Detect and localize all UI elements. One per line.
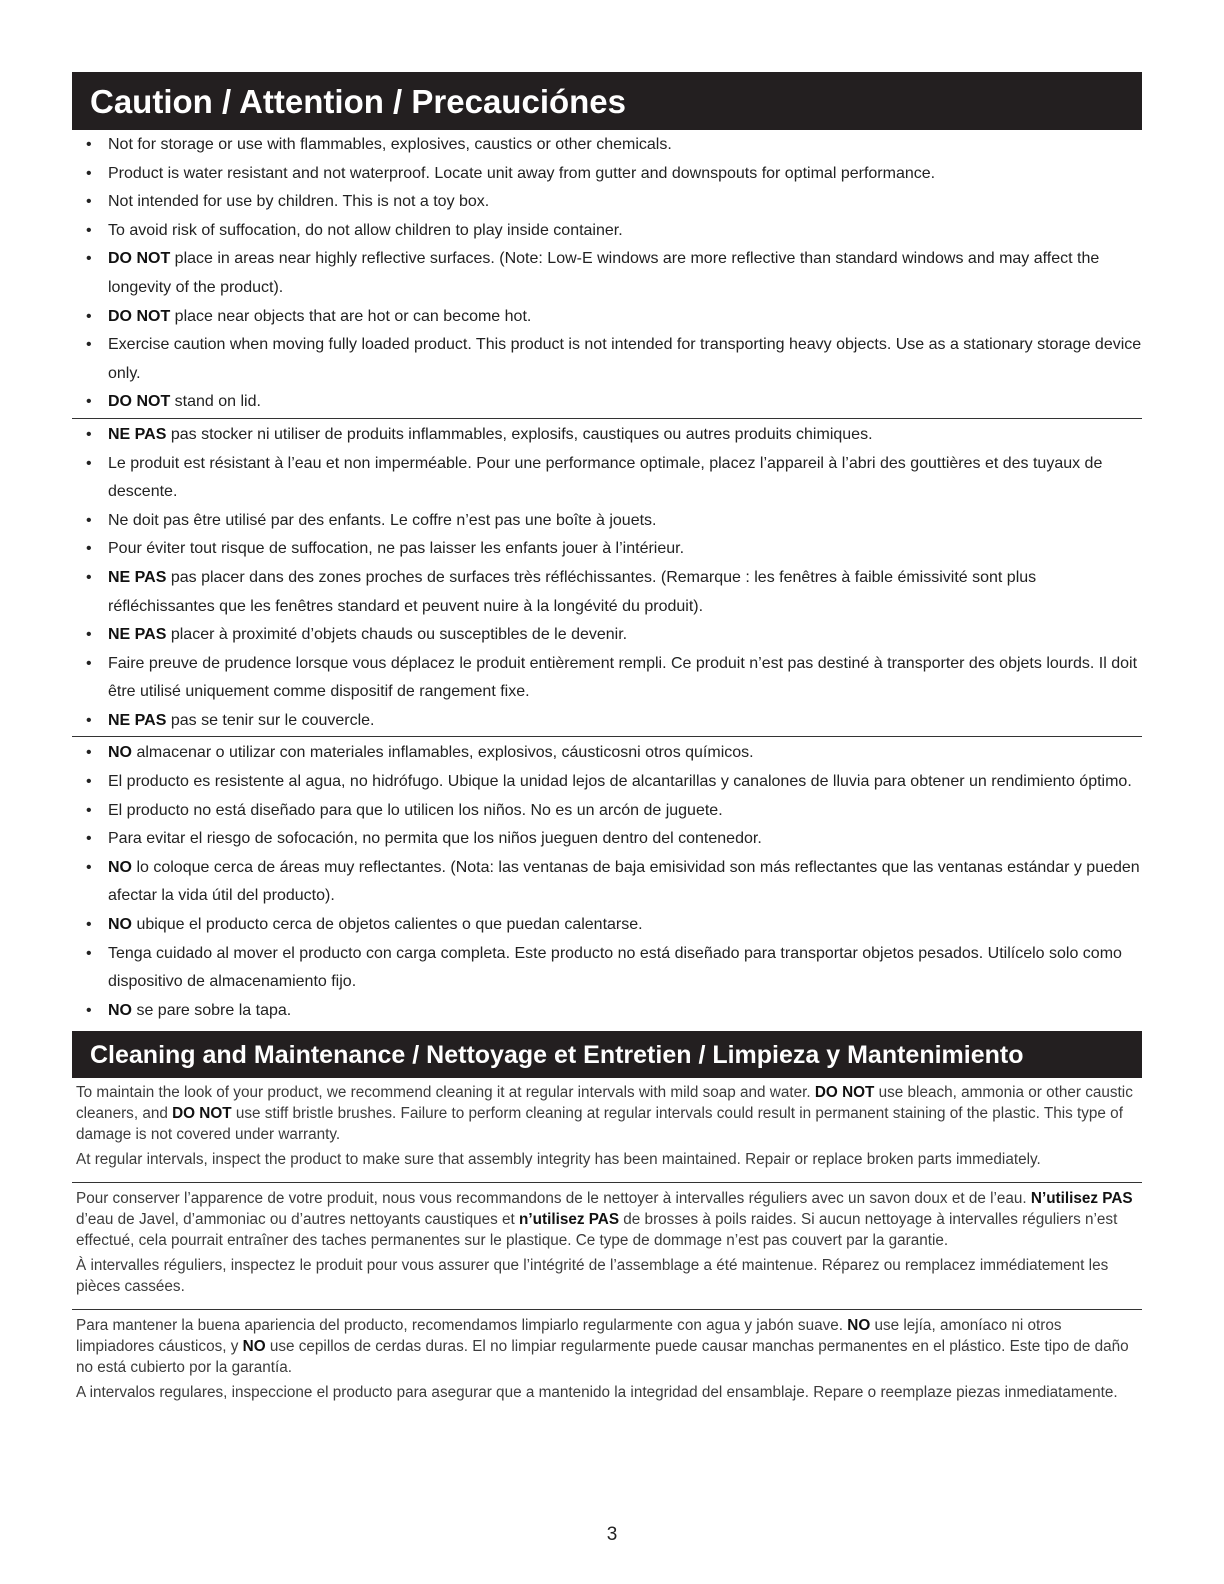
item-text: stand on lid. — [170, 393, 261, 411]
caution-item — [72, 940, 1142, 997]
page-number: 3 — [606, 1524, 618, 1545]
item-text: Exercise caution when moving fully loaded product. This product is not intended for transporting heavy objects. Use as a stationary storage device only. — [108, 336, 1142, 382]
emphasis-keyword: DO NOT — [814, 1084, 875, 1102]
item-text: Pour éviter tout risque de suffocation, ne pas laisser les enfants jouer à l’intérieur. — [108, 540, 685, 558]
item-text: lo coloque cerca de áreas muy reflectantes. (Nota: las ventanas de baja emisividad son más reflectantes que las ventanas estándar y pueden afectar la vida útil del producto). — [108, 858, 1140, 905]
caution-item — [72, 707, 1142, 736]
caution-english-list — [72, 131, 1142, 417]
item-text: place in areas near highly reflective surfaces. (Note: Low-E windows are more reflective than standard windows and may affect the longevity of the product). — [108, 250, 1100, 296]
emphasis-keyword: NE PAS — [108, 711, 167, 729]
caution-item — [72, 650, 1142, 707]
emphasis-keyword: N’utilisez PAS — [1030, 1190, 1133, 1208]
caution-item — [72, 825, 1142, 854]
caution-item — [72, 188, 1142, 217]
cleaning-english — [72, 1078, 1142, 1182]
caution-english-group — [72, 130, 1142, 419]
caution-item — [72, 854, 1142, 911]
cleaning-french-paragraph-2: À intervalles réguliers, inspectez le produit pour vous assurer que l’intégrité de l’assemblage a été maintenue. Réparez ou remplacez immédiatement les pièces cassées. — [76, 1257, 1109, 1296]
caution-french-group — [72, 419, 1142, 738]
caution-item — [72, 507, 1142, 536]
emphasis-keyword: DO NOT — [108, 307, 171, 325]
paragraph-text: Para mantener la buena apariencia del producto, recomendamos limpiarlo regularmente con agua y jabón suave. — [76, 1317, 848, 1335]
caution-item — [72, 217, 1142, 246]
caution-spanish-group — [72, 737, 1142, 1026]
item-text: ubique el producto cerca de objetos calientes o que puedan calentarse. — [132, 916, 643, 934]
caution-item — [72, 997, 1142, 1026]
cleaning-spanish-paragraph-1 — [76, 1315, 1138, 1378]
caution-item — [72, 739, 1142, 768]
caution-heading: Caution / Attention / Precauciónes — [72, 72, 1142, 130]
paragraph-text: use stiff bristle brushes. Failure to perform cleaning at regular intervals could result in permanent staining of the plastic. This type of damage is not covered under warranty. — [76, 1105, 1123, 1144]
item-text: Faire preuve de prudence lorsque vous déplacez le produit entièrement rempli. Ce produit n’est pas destiné à transporter des objets lourds. Il doit être utilisé uniquement comme dispositif de rangement fixe. — [108, 654, 1138, 701]
emphasis-keyword: DO NOT — [172, 1105, 232, 1123]
item-text: Not for storage or use with flammables, explosives, caustics or other chemicals. — [108, 136, 672, 153]
emphasis-keyword: NO — [108, 916, 132, 934]
item-text: Product is water resistant and not waterproof. Locate unit away from gutter and downspouts for optimal performance. — [108, 164, 936, 182]
emphasis-keyword: NO — [108, 1001, 132, 1019]
item-text: pas se tenir sur le couvercle. — [166, 711, 375, 729]
item-text: Tenga cuidado al mover el producto con carga completa. Este producto no está diseñado para transportar objetos pesados. Utilícelo solo como dispositivo de almacenamiento fijo. — [108, 944, 1122, 991]
item-text: El producto es resistente al agua, no hidrófugo. Ubique la unidad lejos de alcantarillas y canalones de lluvia para obtener un rendimiento óptimo. — [108, 773, 1132, 791]
item-text: se pare sobre la tapa. — [132, 1001, 292, 1019]
paragraph-text: use bleach, ammonia or other caustic cleaners, and — [76, 1084, 1133, 1123]
caution-item — [72, 621, 1142, 650]
caution-item — [72, 797, 1142, 826]
caution-item — [72, 450, 1142, 507]
item-text: El producto no está diseñado para que lo utilicen los niños. No es un arcón de juguete. — [108, 801, 723, 819]
emphasis-keyword: NE PAS — [108, 626, 167, 644]
cleaning-heading: Cleaning and Maintenance / Nettoyage et Entretien / Limpieza y Mantenimiento — [72, 1031, 1142, 1078]
emphasis-keyword: DO NOT — [108, 250, 171, 268]
cleaning-french-paragraph-1 — [76, 1188, 1138, 1251]
cleaning-spanish-paragraph-2: A intervalos regulares, inspeccione el producto para asegurar que a mantenido la integridad del ensamblaje. Repare o reemplaze piezas inmediatamente. — [76, 1384, 1118, 1402]
paragraph-text: use lejía, amoníaco ni otros limpiadores cáusticos, y — [76, 1317, 1062, 1356]
cleaning-english-paragraph-1 — [76, 1082, 1138, 1145]
caution-item — [72, 245, 1142, 302]
caution-item — [72, 303, 1142, 332]
cleaning-english-paragraph-2: At regular intervals, inspect the product to make sure that assembly integrity has been maintained. Repair or replace broken parts immediately. — [76, 1151, 1041, 1169]
paragraph-text: Pour conserver l’apparence de votre produit, nous vous recommandons de le nettoyer à intervalles réguliers avec un savon doux et de l’eau. — [76, 1190, 1031, 1208]
item-text: placer à proximité d’objets chauds ou susceptibles de le devenir. — [166, 626, 628, 644]
item-text: almacenar o utilizar con materiales inflamables, explosivos, cáusticosni otros químicos. — [132, 744, 754, 762]
emphasis-keyword: NO — [108, 744, 132, 762]
caution-item — [72, 768, 1142, 797]
caution-item — [72, 131, 1142, 160]
caution-item — [72, 388, 1142, 417]
emphasis-keyword: NO — [108, 858, 132, 876]
caution-item — [72, 160, 1142, 189]
emphasis-keyword: NE PAS — [108, 568, 167, 586]
caution-item — [72, 911, 1142, 940]
caution-spanish-list — [72, 739, 1142, 1025]
manual-page — [72, 72, 1142, 1415]
cleaning-spanish — [72, 1309, 1142, 1415]
caution-item — [72, 564, 1142, 621]
paragraph-text: To maintain the look of your product, we recommend cleaning it at regular intervals with mild soap and water. — [76, 1084, 815, 1102]
emphasis-keyword: NE PAS — [108, 425, 167, 443]
caution-french-list — [72, 421, 1142, 736]
paragraph-text: de brosses à poils raides. Si aucun nettoyage à intervalles réguliers n’est effectué, cela pourrait entraîner des taches permanentes sur le plastique. Ce type de dommage n’est pas couvert par la garantie. — [76, 1211, 1118, 1250]
item-text: Le produit est résistant à l’eau et non imperméable. Pour une performance optimale, placez l’appareil à l’abri des gouttières et des tuyaux de descente. — [108, 454, 1103, 501]
caution-item — [72, 421, 1142, 450]
caution-item — [72, 331, 1142, 388]
emphasis-keyword: NO — [242, 1338, 266, 1356]
emphasis-keyword: n’utilisez PAS — [519, 1211, 620, 1229]
emphasis-keyword: NO — [847, 1317, 871, 1335]
item-text: Para evitar el riesgo de sofocación, no permita que los niños jueguen dentro del contenedor. — [108, 830, 762, 848]
item-text: pas placer dans des zones proches de surfaces très réfléchissantes. (Remarque : les fenêtres à faible émissivité sont plus réfléchissantes que les fenêtres standard et peuvent nuire à la longévité du produit). — [108, 568, 1037, 615]
item-text: To avoid risk of suffocation, do not allow children to play inside container. — [108, 221, 623, 239]
emphasis-keyword: DO NOT — [108, 393, 171, 411]
item-text: Ne doit pas être utilisé par des enfants. Le coffre n’est pas une boîte à jouets. — [108, 511, 657, 529]
paragraph-text: d’eau de Javel, d’ammoniac ou d’autres nettoyants caustiques et — [76, 1211, 520, 1229]
item-text: Not intended for use by children. This is not a toy box. — [108, 193, 490, 211]
caution-item — [72, 535, 1142, 564]
cleaning-french — [72, 1182, 1142, 1309]
item-text: place near objects that are hot or can become hot. — [170, 307, 532, 325]
paragraph-text: use cepillos de cerdas duras. El no limpiar regularmente puede causar manchas permanentes en el plástico. Este tipo de daño no está cubierto por la garantía. — [76, 1338, 1129, 1377]
item-text: pas stocker ni utiliser de produits inflammables, explosifs, caustiques ou autres produits chimiques. — [166, 425, 873, 443]
